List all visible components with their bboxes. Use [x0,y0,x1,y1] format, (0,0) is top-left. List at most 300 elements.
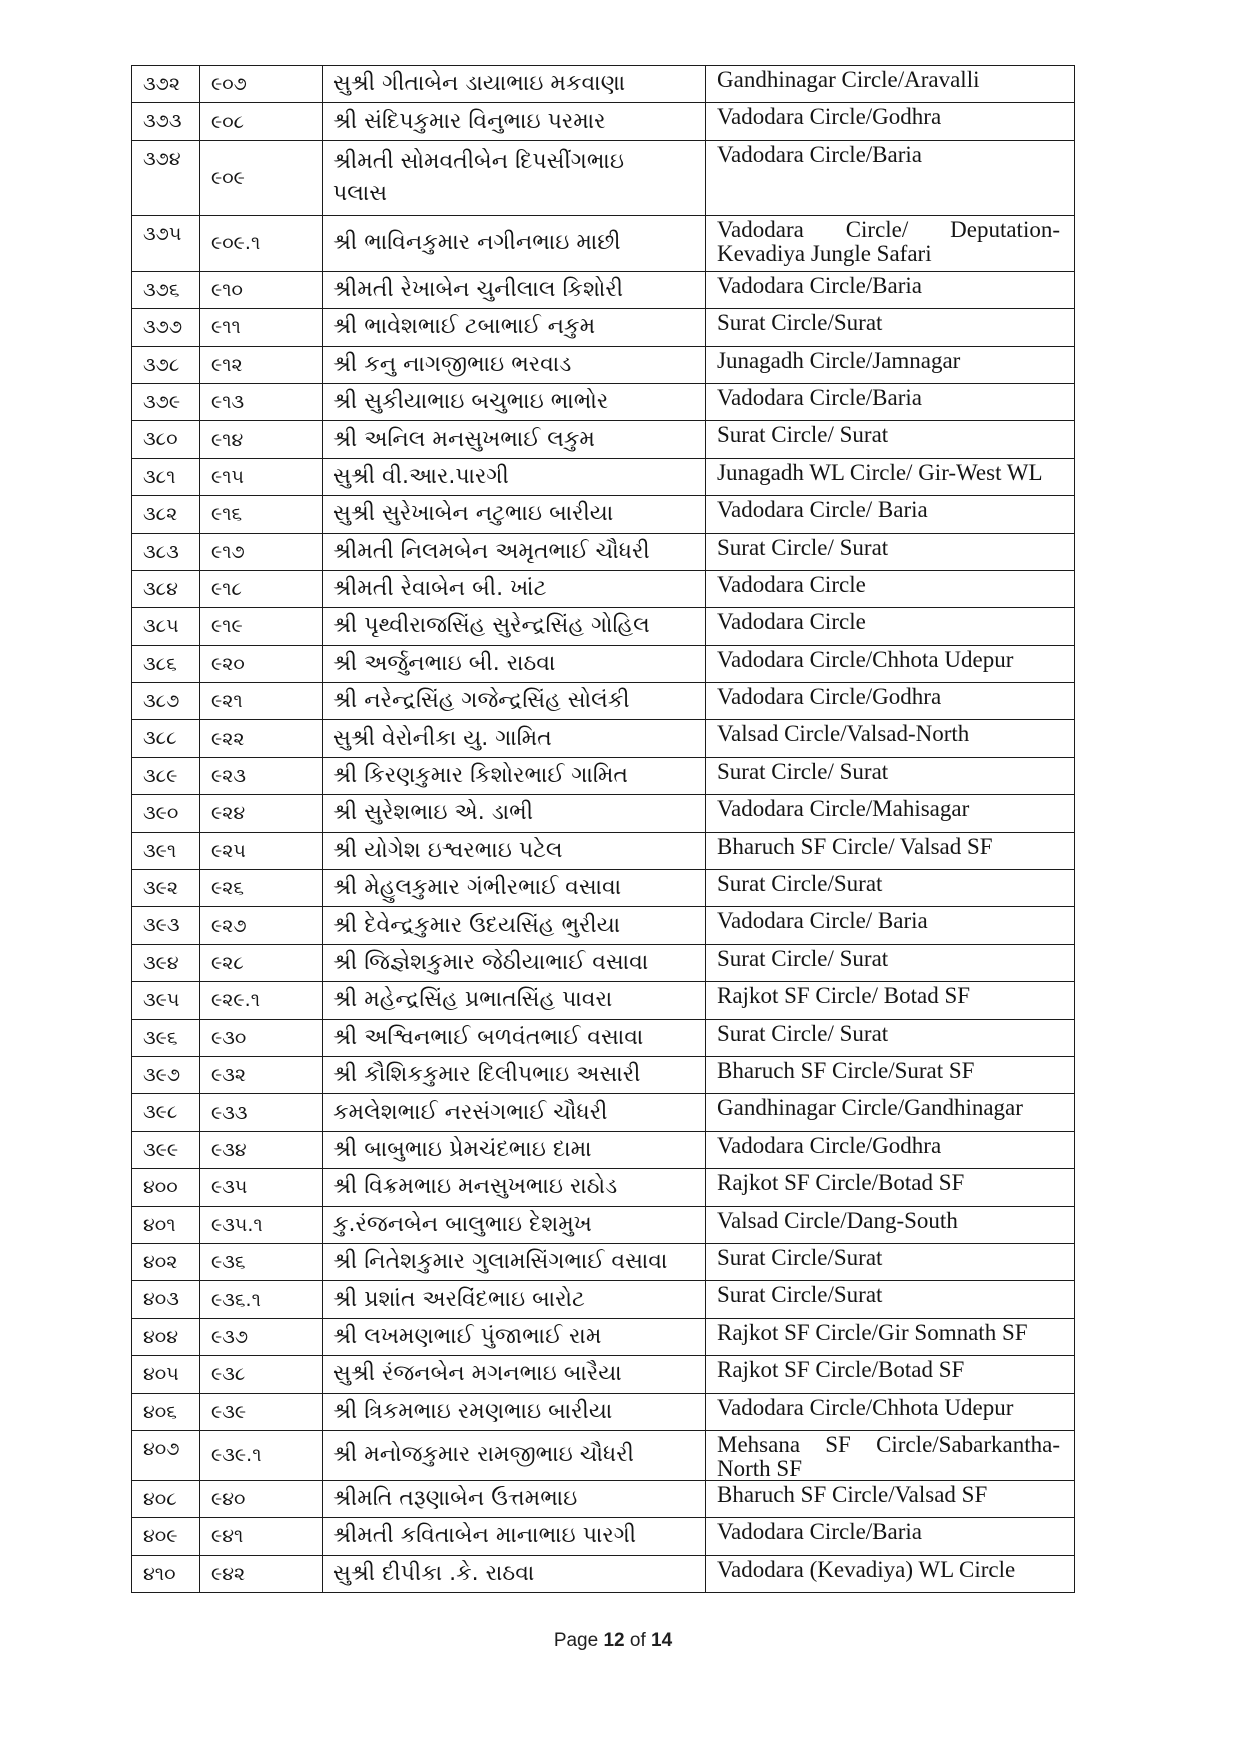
reference-number-text: ૯૩૭ [211,1325,249,1348]
reference-number-text: ૯૨૦ [211,652,245,675]
employee-name-cell [323,1481,706,1518]
posting-circle-text: Surat Circle/Surat [717,310,883,336]
reference-number-text: ૯૩૬.૧ [211,1288,261,1311]
serial-number-cell [132,1481,200,1518]
serial-number-text: ૩૭૮ [143,353,180,376]
reference-number-text: ૯૨૯.૧ [211,989,260,1012]
reference-number-cell [200,833,323,870]
serial-number-cell [132,683,200,720]
reference-number-cell [200,309,323,346]
employee-name-cell [323,1207,706,1244]
table-row [132,720,1075,757]
employee-name-cell [323,1020,706,1057]
employee-name-text: શ્રી પ્રશાંત અરવિંદભાઇ બારોટ [333,1286,585,1312]
posting-circle-cell [706,683,1075,720]
serial-number-text: ૩૮૬ [143,652,177,675]
serial-number-cell [132,1319,200,1356]
table-row [132,1356,1075,1393]
current-page-number: 12 [603,1630,625,1651]
employee-name-cell [323,534,706,571]
employee-name-cell [323,870,706,907]
employee-name-text: શ્રી સુરેશભાઇ એ. ડાભી [333,800,534,826]
table-row [132,1431,1075,1481]
employee-name-text: શ્રી વિક્રમભાઇ મનસુખભાઇ રાઠોડ [333,1174,618,1200]
serial-number-text: ૩૯૪ [143,951,179,974]
posting-circle-cell [706,945,1075,982]
posting-circle-cell [706,1281,1075,1318]
reference-number-cell [200,571,323,608]
posting-circle-cell [706,384,1075,421]
posting-circle-text: Vadodara Circle/Baria [717,1519,922,1545]
reference-number-text: ૯૩૫ [211,1176,248,1199]
posting-circle-cell [706,1244,1075,1281]
employee-name-text: શ્રી કનુ નાગજીભાઇ ભરવાડ [333,351,572,377]
serial-number-text: ૪૦૩ [143,1288,179,1311]
posting-table [131,65,1075,1593]
total-pages-number: 14 [651,1630,673,1651]
table-row [132,421,1075,458]
table-row [132,1394,1075,1431]
serial-number-text: ૩૮૯ [143,764,178,787]
employee-name-cell [323,272,706,309]
page-of-label: of [629,1630,646,1651]
serial-number-text: ૪૦૨ [143,1250,178,1273]
posting-circle-cell [706,309,1075,346]
reference-number-text: ૯૩૨ [211,1064,247,1087]
posting-circle-text: Vadodara Circle/Baria [717,141,922,167]
reference-number-cell [200,1132,323,1169]
employee-name-cell [323,1356,706,1393]
serial-number-cell [132,1057,200,1094]
employee-name-text: શ્રી યોગેશ ઇશ્વરભાઇ પટેલ [333,837,563,863]
reference-number-cell [200,907,323,944]
serial-number-cell [132,907,200,944]
table-row [132,216,1075,272]
reference-number-text: ૯૦૮ [211,110,245,133]
reference-number-cell [200,646,323,683]
reference-number-cell [200,496,323,533]
serial-number-text: ૪૦૧ [143,1213,176,1236]
serial-number-text: ૩૯૯ [143,1138,179,1161]
employee-name-cell [323,1556,706,1593]
employee-name-cell [323,1244,706,1281]
serial-number-cell [132,216,200,272]
employee-name-cell [323,982,706,1019]
serial-number-text: ૩૮૨ [143,503,178,526]
serial-number-cell [132,1020,200,1057]
table-row [132,347,1075,384]
posting-circle-text: Vadodara Circle/Godhra [717,684,942,710]
posting-circle-cell [706,608,1075,645]
employee-name-text: શ્રીમતી સોમવતીબેન દિપસીંગભાઇ પલાસ [333,148,624,206]
posting-circle-cell [706,833,1075,870]
serial-number-text: ૩૯૮ [143,1101,178,1124]
table-row [132,1244,1075,1281]
posting-circle-text: Rajkot SF Circle/Gir Somnath SF [717,1319,1028,1345]
table-row [132,1207,1075,1244]
employee-name-cell [323,1518,706,1555]
reference-number-text: ૯૩૯.૧ [211,1444,262,1467]
reference-number-text: ૯૨૨ [211,727,245,750]
reference-number-text: ૯૧૫ [211,465,245,488]
serial-number-text: ૩૮૩ [143,540,179,563]
table-row [132,945,1075,982]
employee-name-text: શ્રી ભાવિનકુમાર નગીનભાઇ માછી [333,230,621,256]
reference-number-cell [200,1431,323,1481]
reference-number-cell [200,945,323,982]
posting-circle-text: Vadodara Circle/ Baria [717,908,928,934]
employee-name-text: શ્રી ભાવેશભાઈ ટબાભાઈ નકુમ [333,314,596,340]
serial-number-cell [132,1394,200,1431]
reference-number-text: ૯૧૮ [211,578,243,601]
posting-circle-cell [706,1556,1075,1593]
posting-circle-text: Surat Circle/ Surat [717,945,889,971]
serial-number-cell [132,1207,200,1244]
posting-circle-cell [706,272,1075,309]
posting-circle-text: Surat Circle/Surat [717,1282,883,1308]
employee-name-text: શ્રી દેવેન્દ્રકુમાર ઉદયસિંહ ભુરીયા [333,912,621,938]
table-row [132,66,1075,103]
reference-number-cell [200,216,323,272]
posting-circle-cell [706,870,1075,907]
employee-name-text: શ્રીમતી રેવાબેન બી. ખાંટ [333,576,547,602]
table-row [132,459,1075,496]
posting-circle-text: Junagadh WL Circle/ Gir-West WL [717,459,1043,485]
reference-number-cell [200,459,323,496]
reference-number-cell [200,272,323,309]
reference-number-cell [200,141,323,216]
employee-name-text: કુ.રંજનબેન બાલુભાઇ દેશમુખ [333,1211,592,1237]
posting-circle-text: Vadodara Circle [717,609,866,635]
posting-circle-cell [706,1481,1075,1518]
posting-circle-text: Surat Circle/ Surat [717,758,889,784]
table-row [132,103,1075,140]
posting-circle-cell [706,1057,1075,1094]
posting-circle-cell [706,459,1075,496]
employee-name-text: શ્રીમતી નિલમબેન અમૃતભાઈ ચૌધરી [333,538,650,564]
serial-number-text: ૪૦૮ [143,1487,177,1510]
posting-circle-text: Surat Circle/Surat [717,1244,883,1270]
employee-name-text: શ્રી કિરણકુમાર કિશોરભાઈ ગામિત [333,763,628,789]
posting-circle-cell [706,496,1075,533]
employee-name-cell [323,720,706,757]
serial-number-text: ૩૮૮ [143,727,177,750]
reference-number-text: ૯૩૯ [211,1400,247,1423]
posting-circle-text: Vadodara Circle/Baria [717,384,922,410]
posting-circle-text: Vadodara Circle/Mahisagar [717,796,970,822]
employee-name-cell [323,1394,706,1431]
posting-circle-text: Vadodara Circle/Chhota Udepur [717,1394,1014,1420]
posting-circle-text: Vadodara Circle/Godhra [717,104,942,130]
table-row [132,1518,1075,1555]
page-label: Page [553,1630,599,1651]
reference-number-cell [200,421,323,458]
reference-number-cell [200,1020,323,1057]
employee-name-text: શ્રી સુકીયાભાઇ બચુભાઇ ભાભોર [333,389,609,415]
employee-name-cell [323,646,706,683]
table-row [132,1020,1075,1057]
serial-number-cell [132,720,200,757]
reference-number-cell [200,384,323,421]
posting-circle-cell [706,1394,1075,1431]
serial-number-cell [132,870,200,907]
serial-number-cell [132,1132,200,1169]
employee-name-cell [323,103,706,140]
serial-number-cell [132,982,200,1019]
serial-number-text: ૩૭૬ [143,278,180,301]
reference-number-cell [200,1281,323,1318]
reference-number-cell [200,1207,323,1244]
posting-circle-text: Vadodara Circle/ Deputation-Kevadiya Jungle Safari [717,216,1060,266]
reference-number-cell [200,1518,323,1555]
serial-number-text: ૪૧૦ [143,1562,176,1585]
employee-name-text: શ્રી નિતેશકુમાર ગુલામસિંગભાઈ વસાવા [333,1249,668,1275]
serial-number-text: ૪૦૪ [143,1325,178,1348]
reference-number-text: ૯૨૪ [211,802,246,825]
reference-number-cell [200,534,323,571]
table-row [132,608,1075,645]
table-row [132,1281,1075,1318]
employee-name-cell [323,141,706,216]
posting-circle-text: Bharuch SF Circle/Surat SF [717,1057,975,1083]
reference-number-cell [200,66,323,103]
reference-number-text: ૯૦૯.૧ [211,232,261,255]
reference-number-text: ૯૩૪ [211,1138,247,1161]
table-row [132,1132,1075,1169]
posting-circle-text: Mehsana SF Circle/Sabarkantha-North SF [717,1431,1060,1481]
reference-number-text: ૯૨૧ [211,690,243,713]
posting-circle-text: Surat Circle/ Surat [717,1020,889,1046]
employee-name-cell [323,608,706,645]
reference-number-cell [200,1356,323,1393]
employee-name-cell [323,683,706,720]
serial-number-cell [132,758,200,795]
serial-number-text: ૩૯૫ [143,989,180,1012]
table-row [132,795,1075,832]
serial-number-text: ૪૦૦ [143,1176,178,1199]
employee-name-text: શ્રી અર્જુનભાઇ બી. રાઠવા [333,650,556,676]
table-row [132,982,1075,1019]
serial-number-text: ૩૭૫ [143,222,182,245]
table-row [132,907,1075,944]
reference-number-cell [200,720,323,757]
reference-number-cell [200,758,323,795]
employee-name-text: કમલેશભાઈ નરસંગભાઈ ચૌધરી [333,1099,608,1125]
posting-circle-cell [706,982,1075,1019]
reference-number-text: ૯૨૩ [211,765,247,788]
serial-number-text: ૩૯૧ [143,839,177,862]
employee-name-cell [323,945,706,982]
serial-number-cell [132,1356,200,1393]
posting-circle-text: Valsad Circle/Valsad-North [717,721,970,747]
posting-circle-cell [706,1518,1075,1555]
employee-name-cell [323,1132,706,1169]
posting-circle-cell [706,795,1075,832]
serial-number-cell [132,833,200,870]
serial-number-text: ૩૮૦ [143,428,178,451]
posting-circle-cell [706,421,1075,458]
posting-circle-cell [706,1207,1075,1244]
employee-name-text: શ્રી અશ્વિનભાઈ બળવંતભાઈ વસાવા [333,1024,644,1050]
reference-number-cell [200,870,323,907]
employee-name-text: સુશ્રી રંજનબેન મગનભાઇ બારૈયા [333,1361,622,1387]
reference-number-text: ૯૧૯ [211,615,243,638]
serial-number-text: ૩૯૭ [143,1063,181,1086]
posting-circle-cell [706,534,1075,571]
reference-number-cell [200,1094,323,1131]
serial-number-cell [132,1094,200,1131]
serial-number-cell [132,309,200,346]
posting-circle-text: Bharuch SF Circle/Valsad SF [717,1481,988,1507]
serial-number-text: ૩૯૦ [143,802,179,825]
serial-number-cell [132,1431,200,1481]
posting-circle-cell [706,646,1075,683]
table-row [132,1556,1075,1593]
employee-name-text: શ્રી ત્રિકમભાઇ રમણભાઇ બારીયા [333,1398,613,1424]
reference-number-text: ૯૦૭ [211,73,247,96]
employee-name-cell [323,907,706,944]
reference-number-cell [200,1057,323,1094]
table-row [132,1094,1075,1131]
table-row [132,1169,1075,1206]
serial-number-cell [132,534,200,571]
table-row [132,870,1075,907]
reference-number-text: ૯૩૮ [211,1363,246,1386]
reference-number-cell [200,1481,323,1518]
serial-number-text: ૩૭૪ [143,147,181,170]
serial-number-cell [132,945,200,982]
serial-number-cell [132,421,200,458]
serial-number-cell [132,608,200,645]
reference-number-cell [200,795,323,832]
serial-number-cell [132,141,200,216]
table-row [132,833,1075,870]
employee-name-cell [323,833,706,870]
employee-name-text: સુશ્રી સુરેખાબેન નટુભાઇ બારીયા [333,501,614,527]
posting-circle-cell [706,1431,1075,1481]
reference-number-text: ૯૪૧ [211,1525,244,1548]
employee-name-text: સુશ્રી ગીતાબેન ડાયાભાઇ મકવાણા [333,71,626,97]
reference-number-text: ૯૧૬ [211,503,243,526]
table-row [132,534,1075,571]
serial-number-text: ૩૯૨ [143,877,179,900]
reference-number-cell [200,982,323,1019]
posting-circle-text: Gandhinagar Circle/Gandhinagar [717,1095,1023,1121]
reference-number-text: ૯૧૦ [211,278,243,301]
posting-circle-cell [706,103,1075,140]
reference-number-cell [200,608,323,645]
posting-circle-cell [706,907,1075,944]
posting-circle-cell [706,1169,1075,1206]
employee-name-cell [323,459,706,496]
employee-name-cell [323,309,706,346]
serial-number-text: ૩૭૩ [143,110,182,133]
serial-number-cell [132,1169,200,1206]
posting-circle-text: Rajkot SF Circle/Botad SF [717,1357,965,1383]
reference-number-cell [200,103,323,140]
table-row [132,272,1075,309]
employee-name-cell [323,1169,706,1206]
posting-circle-cell [706,66,1075,103]
reference-number-cell [200,1244,323,1281]
posting-circle-cell [706,758,1075,795]
employee-name-text: શ્રીમતી રેખાબેન ચુનીલાલ કિશોરી [333,276,624,302]
serial-number-text: ૩૮૫ [143,615,179,638]
table-row [132,1481,1075,1518]
reference-number-text: ૯૧૭ [211,540,245,563]
employee-name-cell [323,1094,706,1131]
employee-name-cell [323,347,706,384]
reference-number-text: ૯૨૬ [211,877,245,900]
reference-number-text: ૯૩૫.૧ [211,1213,263,1236]
serial-number-cell [132,1518,200,1555]
serial-number-cell [132,459,200,496]
reference-number-text: ૯૧૧ [211,316,241,339]
serial-number-text: ૩૮૧ [143,465,176,488]
reference-number-text: ૯૧૩ [211,391,245,414]
serial-number-cell [132,66,200,103]
serial-number-cell [132,1281,200,1318]
posting-circle-text: Vadodara Circle/Chhota Udepur [717,646,1014,672]
table-row [132,496,1075,533]
posting-circle-text: Rajkot SF Circle/ Botad SF [717,983,971,1009]
employee-name-text: શ્રી અનિલ મનસુખભાઈ લકુમ [333,426,595,452]
reference-number-text: ૯૧૨ [211,353,243,376]
reference-number-text: ૯૪૨ [211,1562,246,1585]
page-footer [0,1630,1226,1652]
employee-name-cell [323,216,706,272]
serial-number-text: ૩૭૭ [143,316,183,339]
serial-number-text: ૩૯૬ [143,1026,178,1049]
table-row [132,758,1075,795]
table-row [132,683,1075,720]
posting-circle-text: Bharuch SF Circle/ Valsad SF [717,833,993,859]
employee-name-cell [323,795,706,832]
reference-number-text: ૯૨૮ [211,952,244,974]
serial-number-text: ૪૦૬ [143,1400,177,1423]
posting-circle-cell [706,1132,1075,1169]
employee-name-cell [323,758,706,795]
posting-circle-text: Vadodara (Kevadiya) WL Circle [717,1556,1016,1582]
serial-number-cell [132,795,200,832]
serial-number-cell [132,272,200,309]
employee-name-text: શ્રી જિજ્ઞેશકુમાર જેઠીયાભાઈ વસાવા [333,950,649,975]
posting-circle-text: Surat Circle/ Surat [717,422,889,448]
serial-number-text: ૩૭૨ [143,73,181,95]
posting-circle-cell [706,216,1075,272]
reference-number-cell [200,1169,323,1206]
posting-circle-cell [706,571,1075,608]
posting-circle-cell [706,720,1075,757]
table-row [132,141,1075,216]
table-row [132,384,1075,421]
employee-name-text: શ્રી લખમણભાઈ પુંજાભાઈ રામ [333,1323,602,1349]
posting-circle-cell [706,141,1075,216]
posting-circle-text: Valsad Circle/Dang-South [717,1207,958,1233]
employee-name-cell [323,1319,706,1356]
employee-name-cell [323,571,706,608]
posting-circle-cell [706,347,1075,384]
employee-name-text: શ્રી સંદિપકુમાર વિનુભાઇ પરમાર [333,108,606,134]
posting-circle-cell [706,1319,1075,1356]
serial-number-text: ૩૯૩ [143,914,180,937]
reference-number-text: ૯૨૭ [211,914,247,937]
serial-number-cell [132,571,200,608]
table-row [132,1319,1075,1356]
employee-name-cell [323,66,706,103]
serial-number-cell [132,1556,200,1593]
posting-circle-cell [706,1020,1075,1057]
